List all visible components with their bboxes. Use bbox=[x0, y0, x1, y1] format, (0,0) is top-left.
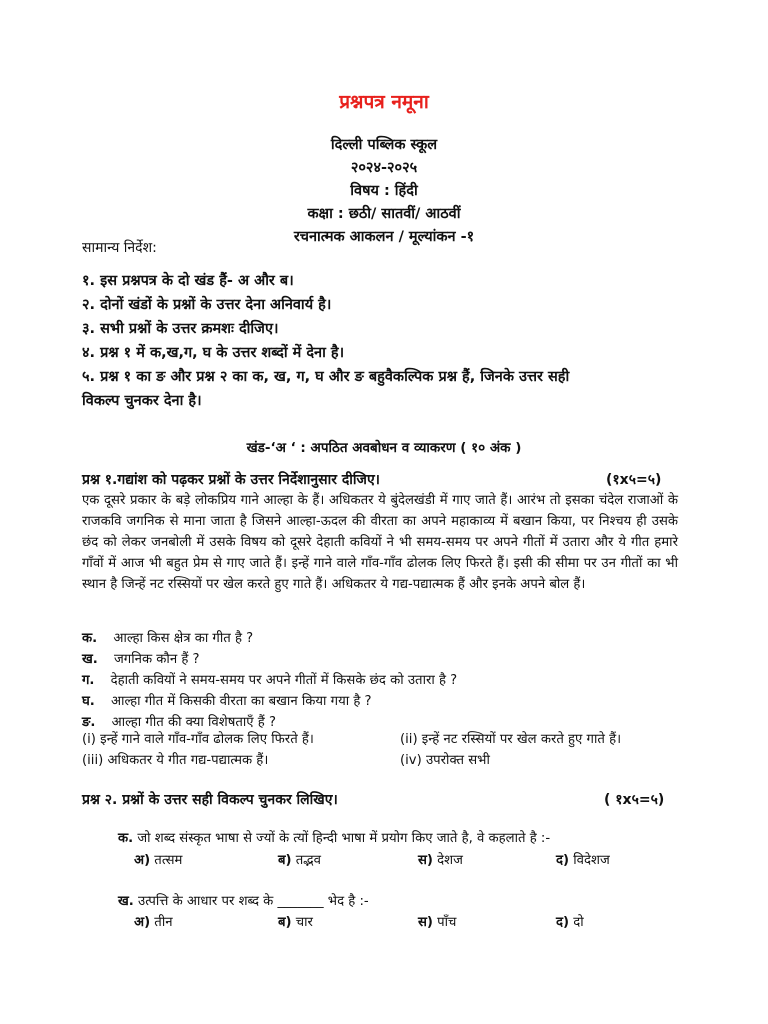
question-marker: क. bbox=[118, 831, 134, 846]
option-key: द) bbox=[556, 915, 570, 930]
section-a-heading: खंड-‘अ ‘ : अपठित अवबोधन व व्याकरण ( १० अंक ) bbox=[246, 440, 522, 456]
question-marker: क. bbox=[82, 631, 98, 646]
option-key: स) bbox=[418, 853, 433, 868]
question-marker: ग. bbox=[82, 673, 95, 688]
instruction-item: १. इस प्रश्नपत्र के दो खंड हैं- अ और ब। bbox=[82, 273, 294, 289]
question-marker: ङ. bbox=[82, 715, 96, 730]
option-text: तत्सम bbox=[150, 853, 183, 868]
instruction-item: ४. प्रश्न १ में क,ख,ग, घ के उत्तर शब्दों में देना है। bbox=[82, 345, 345, 361]
q2-option bbox=[278, 850, 321, 868]
question-text: आल्हा गीत की क्या विशेषताएँ हैं ? bbox=[111, 715, 276, 730]
option-key: अ) bbox=[134, 915, 151, 930]
option-text: चार bbox=[291, 915, 313, 930]
question-text: जो शब्द संस्कृत भाषा से ज्यों के त्यों हिन्दी भाषा में प्रयोग किए जाते है, वे कहलाते है :- bbox=[133, 831, 551, 846]
q1-passage: एक दूसरे प्रकार के बड़े लोकप्रिय गाने आल्हा के हैं। अधिकतर ये बुंदेलखंडी में गाए जाते हैं। आरंभ तो इसका चंदेल राजाओं के राजकवि जगनिक से माना जाता है जिसने आल्हा-ऊदल की वीरता का अपने महाकाव्य में बखान किया, पर निश्चय ही उसके छंद को लेकर जनबोली में उसके विषय को दूसरे देहाती कवियों ने भी समय-समय पर अपने गीतों में उतारा और ये गीत हमारे गाँवों में आज भी बहुत प्रेम से गाए जाते हैं। इन्हें गाने वाले गाँव-गाँव ढोलक लिए फिरते हैं। इसी की सीमा पर उन गीतों का भी स्थान है जिन्हें नट रस्सियों पर खेल करते हुए गाते हैं। अधिकतर ये गद्य-पद्यात्मक हैं और इनके अपने बोल हैं। bbox=[82, 493, 678, 592]
option-key: स) bbox=[418, 915, 433, 930]
q1-option: (ii) इन्हें नट रस्सियों पर खेल करते हुए गाते हैं। bbox=[400, 732, 622, 747]
instruction-item: ५. प्रश्न १ का ङ और प्रश्न २ का क, ख, ग, घ और ङ बहुवैकल्पिक प्रश्न हैं, जिनके उत्तर सही bbox=[82, 369, 570, 385]
q2-sub-question bbox=[118, 891, 369, 909]
question-text: आल्हा गीत में किसकी वीरता का बखान किया गया है ? bbox=[111, 694, 372, 709]
question-text: उत्पत्ति के आधार पर शब्द के _______ भेद है :- bbox=[133, 894, 369, 909]
q2-option bbox=[134, 912, 173, 930]
question-text: जगनिक कौन हैं ? bbox=[114, 652, 200, 667]
session-year: २०२४-२०२५ bbox=[350, 160, 418, 176]
question-marker: ख. bbox=[118, 894, 134, 909]
q2-sub-question bbox=[118, 828, 550, 846]
q2-option bbox=[418, 912, 456, 930]
option-key: ब) bbox=[278, 853, 292, 868]
q1-sub-question bbox=[82, 691, 372, 709]
q1-option: (iii) अधिकतर ये गीत गद्य-पद्यात्मक हैं। bbox=[82, 753, 269, 768]
q2-title: प्रश्न २. प्रश्नों के उत्तर सही विकल्प चुनकर लिखिए। bbox=[82, 792, 338, 808]
q2-option bbox=[134, 850, 182, 868]
q2-option bbox=[556, 850, 610, 868]
q1-marks: (१x५=५) bbox=[606, 472, 662, 488]
option-text: विदेशज bbox=[569, 853, 610, 868]
question-marker: ख. bbox=[82, 652, 98, 667]
subject-line: विषय : हिंदी bbox=[350, 183, 418, 199]
q2-option bbox=[278, 912, 313, 930]
question-text: आल्हा किस क्षेत्र का गीत है ? bbox=[113, 631, 254, 646]
option-text: देशज bbox=[432, 853, 463, 868]
q1-sub-question bbox=[82, 670, 457, 688]
instructions-heading: सामान्य निर्देश: bbox=[82, 240, 157, 256]
q1-option: (i) इन्हें गाने वाले गाँव-गाँव ढोलक लिए फिरते हैं। bbox=[82, 732, 314, 747]
option-text: दो bbox=[569, 915, 584, 930]
instruction-item: ३. सभी प्रश्नों के उत्तर क्रमशः दीजिए। bbox=[82, 321, 279, 337]
q1-sub-question bbox=[82, 628, 253, 646]
option-text: तद्भव bbox=[291, 853, 322, 868]
option-key: अ) bbox=[134, 853, 151, 868]
question-marker: घ. bbox=[82, 694, 95, 709]
q1-option: (iv) उपरोक्त सभी bbox=[400, 753, 490, 768]
q2-option bbox=[418, 850, 463, 868]
option-key: ब) bbox=[278, 915, 292, 930]
instruction-item: विकल्प चुनकर देना है। bbox=[82, 393, 202, 409]
option-text: तीन bbox=[150, 915, 173, 930]
option-key: द) bbox=[556, 853, 570, 868]
class-line: कक्षा : छठी/ सातवीं/ आठवीं bbox=[307, 206, 461, 222]
instruction-item: २. दोनों खंडों के प्रश्नों के उत्तर देना अनिवार्य है। bbox=[82, 297, 332, 313]
q1-sub-question bbox=[82, 712, 276, 730]
q2-option bbox=[556, 912, 584, 930]
paper-title: प्रश्नपत्र नमूना bbox=[339, 91, 429, 113]
question-text: देहाती कवियों ने समय-समय पर अपने गीतों में किसके छंद को उतारा है ? bbox=[110, 673, 458, 688]
q1-title: प्रश्न १.गद्यांश को पढ़कर प्रश्नों के उत्तर निर्देशानुसार दीजिए। bbox=[82, 472, 380, 488]
option-text: पाँच bbox=[432, 915, 457, 930]
school-name: दिल्ली पब्लिक स्कूल bbox=[330, 137, 438, 153]
assessment-line: रचनात्मक आकलन / मूल्यांकन -१ bbox=[293, 229, 475, 245]
q1-sub-question bbox=[82, 649, 200, 667]
q2-marks: ( १x५=५) bbox=[604, 792, 665, 808]
